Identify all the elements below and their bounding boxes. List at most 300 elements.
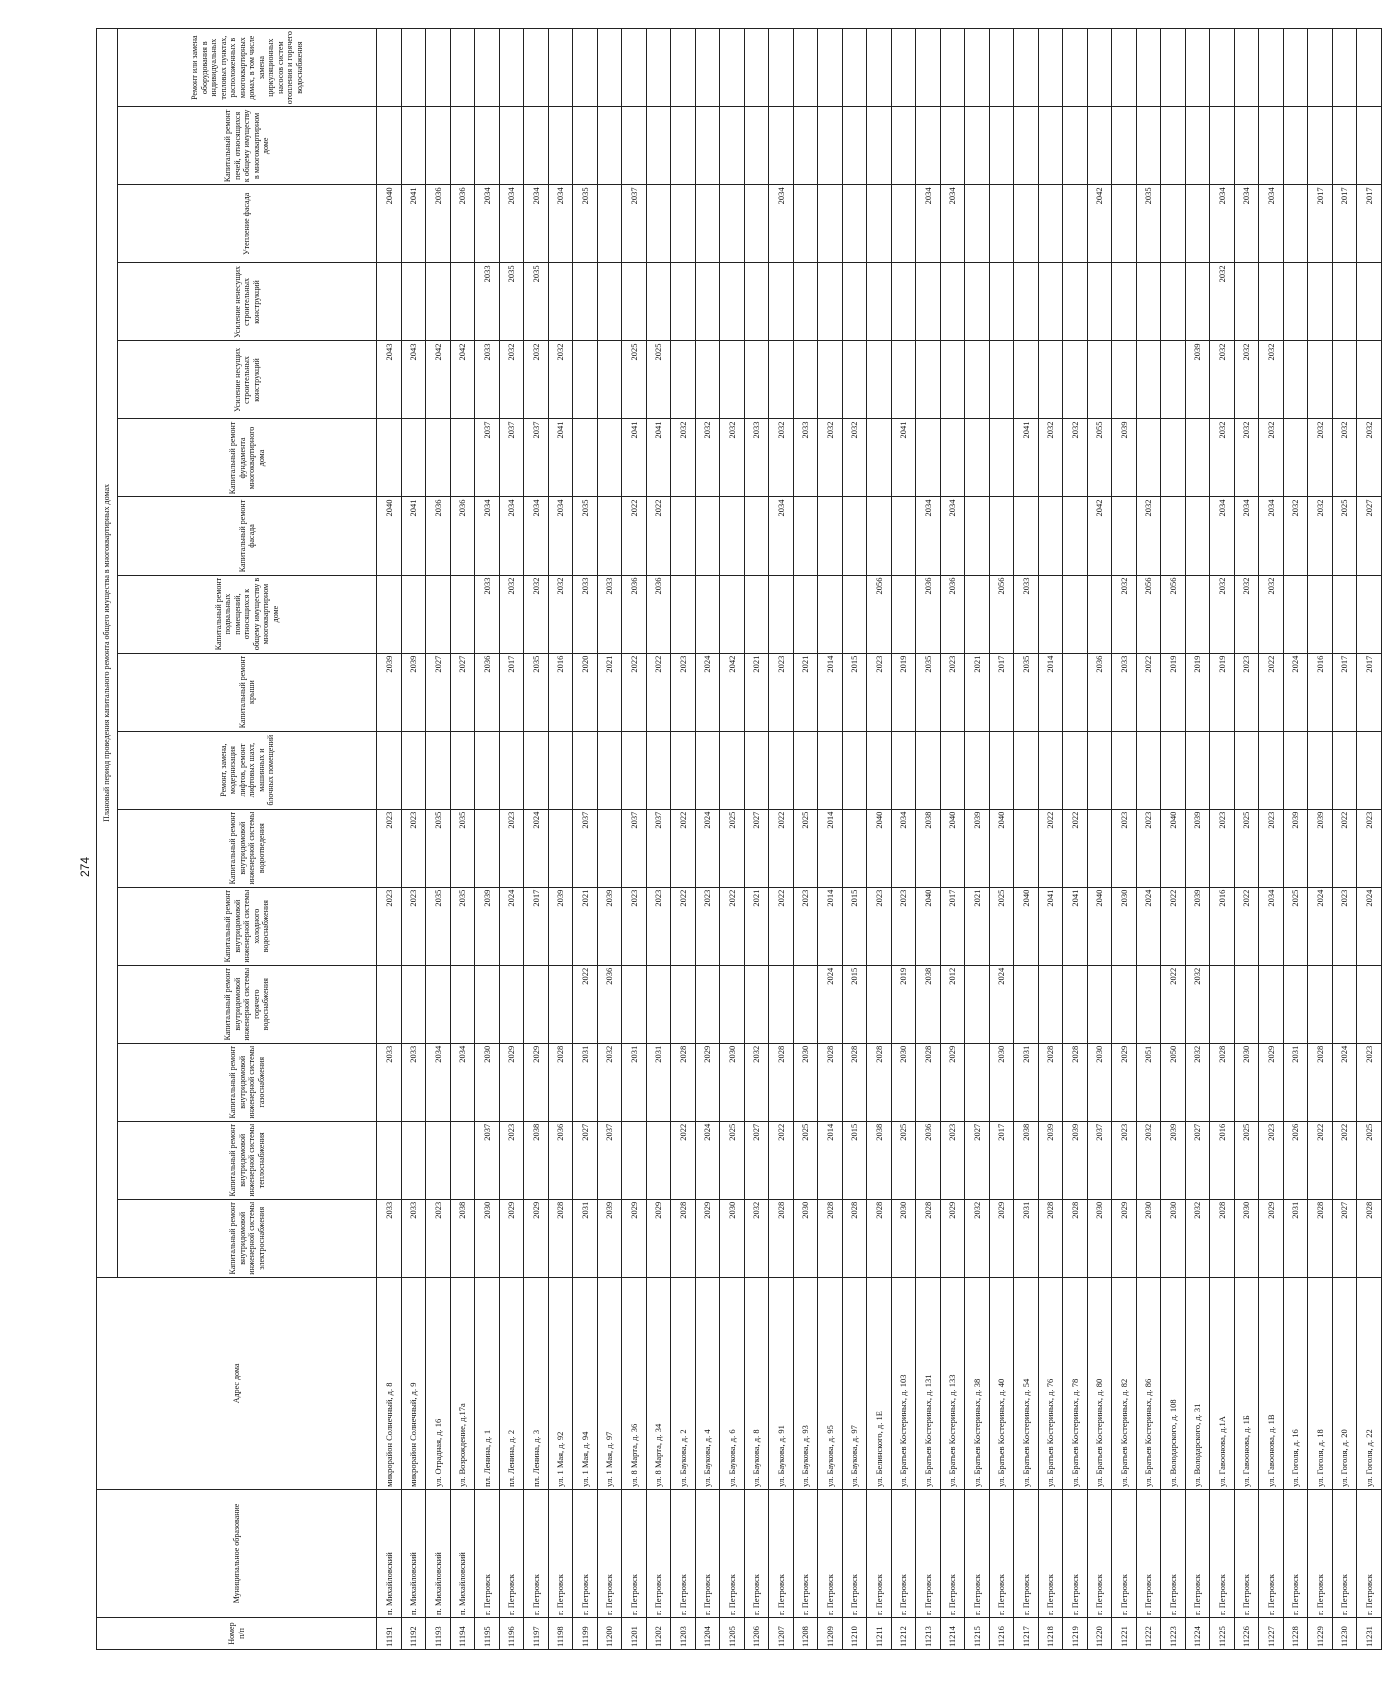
row-year-cell [499, 107, 524, 185]
row-year-cell [377, 107, 402, 185]
row-year-cell: 2033 [1112, 653, 1137, 731]
row-year-cell [891, 341, 916, 419]
row-year-cell [720, 731, 745, 809]
row-year-cell: 2032 [1210, 575, 1235, 653]
table-row [1161, 29, 1186, 1650]
row-year-cell [769, 341, 794, 419]
header-address: Адрес дома [97, 1277, 377, 1489]
row-year-cell: 2037 [1087, 1121, 1112, 1199]
header-work-8: Капитальный ремонт крыши [118, 653, 377, 731]
row-municipality: п. Михайловский [450, 1489, 475, 1617]
row-year-cell: 2023 [1259, 809, 1284, 887]
row-year-cell [1087, 263, 1112, 341]
row-year-cell [842, 731, 867, 809]
row-year-cell: 2024 [818, 965, 843, 1043]
row-year-cell: 2032 [1136, 1121, 1161, 1199]
row-year-cell: 2056 [1161, 575, 1186, 653]
row-year-cell [1161, 419, 1186, 497]
row-year-cell [646, 107, 671, 185]
row-year-cell [695, 107, 720, 185]
row-year-cell [891, 731, 916, 809]
row-year-cell [671, 965, 696, 1043]
row-year-cell: 2037 [573, 809, 598, 887]
row-year-cell [1136, 107, 1161, 185]
row-year-cell: 2028 [548, 1043, 573, 1121]
row-year-cell [965, 419, 990, 497]
row-year-cell [867, 107, 892, 185]
row-year-cell [1332, 575, 1357, 653]
row-year-cell [842, 341, 867, 419]
row-municipality: г. Петровск [744, 1489, 769, 1617]
row-year-cell: 2032 [1112, 575, 1137, 653]
row-year-cell [940, 731, 965, 809]
row-year-cell: 2017 [524, 887, 549, 965]
row-year-cell: 2037 [475, 1121, 500, 1199]
row-year-cell: 2027 [1332, 1199, 1357, 1277]
row-year-cell [720, 29, 745, 107]
row-year-cell [1161, 731, 1186, 809]
table-row [769, 29, 794, 1650]
row-year-cell: 2014 [818, 1121, 843, 1199]
row-number: 11213 [916, 1617, 941, 1649]
table-row [597, 29, 622, 1650]
row-year-cell [1161, 263, 1186, 341]
header-work-14: Утепление фасада [118, 185, 377, 263]
row-year-cell: 2023 [401, 809, 426, 887]
row-year-cell [1210, 107, 1235, 185]
row-year-cell [940, 263, 965, 341]
row-year-cell: 2041 [1038, 887, 1063, 965]
header-work-13: Усиление ненесущих строительных конструкций [118, 263, 377, 341]
row-year-cell [891, 497, 916, 575]
row-year-cell [1112, 107, 1137, 185]
row-year-cell: 2032 [1308, 419, 1333, 497]
row-municipality: г. Петровск [965, 1489, 990, 1617]
row-year-cell: 2032 [1234, 575, 1259, 653]
row-year-cell [426, 107, 451, 185]
row-year-cell [573, 341, 598, 419]
row-year-cell [1357, 731, 1382, 809]
row-year-cell: 2032 [1185, 1043, 1210, 1121]
row-year-cell: 2041 [401, 497, 426, 575]
row-number: 11230 [1332, 1617, 1357, 1649]
row-year-cell: 2034 [769, 185, 794, 263]
row-year-cell [1038, 965, 1063, 1043]
row-year-cell [597, 809, 622, 887]
row-year-cell [818, 263, 843, 341]
row-municipality: г. Петровск [597, 1489, 622, 1617]
row-year-cell [450, 731, 475, 809]
row-year-cell: 2035 [499, 263, 524, 341]
table-row [1332, 29, 1357, 1650]
header-work-4: Капитальный ремонт внутридомовой инженерной системы горячего водоснабжения [118, 965, 377, 1043]
row-year-cell [989, 419, 1014, 497]
row-year-cell: 2041 [1014, 419, 1039, 497]
row-year-cell [1259, 29, 1284, 107]
row-year-cell [793, 107, 818, 185]
row-year-cell [1332, 341, 1357, 419]
row-year-cell [1259, 731, 1284, 809]
row-year-cell [1332, 731, 1357, 809]
row-year-cell: 2017 [989, 1121, 1014, 1199]
row-address: ул. Братьев Костериных, д. 133 [940, 1277, 965, 1489]
row-year-cell: 2032 [1063, 419, 1088, 497]
row-year-cell [744, 497, 769, 575]
row-year-cell [695, 29, 720, 107]
table-row [622, 29, 647, 1650]
row-year-cell [818, 341, 843, 419]
row-municipality: г. Петровск [720, 1489, 745, 1617]
row-year-cell: 2043 [377, 341, 402, 419]
row-year-cell: 2014 [1038, 653, 1063, 731]
row-year-cell [1283, 341, 1308, 419]
row-number: 11203 [671, 1617, 696, 1649]
row-municipality: г. Петровск [524, 1489, 549, 1617]
table-row [867, 29, 892, 1650]
header-work-16: Ремонт или замена оборудования в индивидуальных тепловых пунктах, расположенных в многоквартирных домах, в том числе замена циркуляционных насосов систем отопления и горячего водоснабжения [118, 29, 377, 107]
row-year-cell [1332, 107, 1357, 185]
row-year-cell: 2021 [744, 887, 769, 965]
row-year-cell: 2033 [475, 575, 500, 653]
row-year-cell [1038, 497, 1063, 575]
table-row [426, 29, 451, 1650]
row-year-cell [426, 731, 451, 809]
row-year-cell: 2029 [695, 1043, 720, 1121]
row-year-cell: 2015 [842, 965, 867, 1043]
row-year-cell: 2034 [1210, 497, 1235, 575]
row-year-cell [1087, 341, 1112, 419]
row-year-cell [695, 263, 720, 341]
row-year-cell: 2027 [965, 1121, 990, 1199]
row-year-cell [916, 419, 941, 497]
row-year-cell [548, 29, 573, 107]
row-year-cell: 2027 [744, 1121, 769, 1199]
page-number: 274 [78, 856, 92, 878]
row-year-cell: 2022 [1063, 809, 1088, 887]
row-year-cell [940, 107, 965, 185]
row-year-cell: 2030 [1112, 887, 1137, 965]
row-year-cell: 2017 [989, 653, 1014, 731]
row-address: ул. Братьев Костериных, д. 76 [1038, 1277, 1063, 1489]
row-year-cell: 2033 [377, 1043, 402, 1121]
row-year-cell: 2022 [622, 497, 647, 575]
row-year-cell: 2024 [695, 1121, 720, 1199]
row-year-cell: 2034 [891, 809, 916, 887]
row-year-cell [1136, 263, 1161, 341]
row-year-cell: 2025 [1283, 887, 1308, 965]
row-year-cell: 2040 [1161, 809, 1186, 887]
row-year-cell: 2039 [377, 653, 402, 731]
row-year-cell [450, 419, 475, 497]
row-year-cell: 2028 [1308, 1199, 1333, 1277]
row-year-cell [1332, 263, 1357, 341]
row-year-cell [744, 731, 769, 809]
row-year-cell [1014, 497, 1039, 575]
row-municipality: г. Петровск [1283, 1489, 1308, 1617]
row-year-cell [793, 731, 818, 809]
row-year-cell: 2028 [769, 1199, 794, 1277]
row-year-cell [1357, 965, 1382, 1043]
row-year-cell [597, 263, 622, 341]
row-year-cell: 2028 [842, 1199, 867, 1277]
row-year-cell: 2016 [548, 653, 573, 731]
row-year-cell [1087, 731, 1112, 809]
row-year-cell: 2041 [548, 419, 573, 497]
row-year-cell: 2023 [793, 887, 818, 965]
row-year-cell: 2023 [377, 887, 402, 965]
row-year-cell: 2025 [793, 1121, 818, 1199]
row-year-cell [524, 965, 549, 1043]
row-year-cell: 2015 [842, 1121, 867, 1199]
header-planned-period: Плановый период проведения капитального ремонта общего имущества в многоквартирных домах [97, 29, 118, 1278]
row-year-cell: 2023 [1112, 809, 1137, 887]
row-year-cell: 2034 [1259, 887, 1284, 965]
table-row [646, 29, 671, 1650]
row-year-cell [867, 341, 892, 419]
row-year-cell [499, 29, 524, 107]
row-year-cell [622, 965, 647, 1043]
row-year-cell: 2034 [524, 185, 549, 263]
row-number: 11204 [695, 1617, 720, 1649]
row-year-cell: 2038 [916, 965, 941, 1043]
row-year-cell: 2039 [1185, 341, 1210, 419]
row-year-cell: 2015 [842, 653, 867, 731]
row-year-cell [597, 497, 622, 575]
row-year-cell: 2022 [646, 653, 671, 731]
row-year-cell: 2024 [1308, 887, 1333, 965]
row-year-cell [1308, 107, 1333, 185]
table-row [1185, 29, 1210, 1650]
row-year-cell: 2017 [940, 887, 965, 965]
row-municipality: г. Петровск [1161, 1489, 1186, 1617]
row-year-cell: 2019 [891, 653, 916, 731]
row-year-cell [1357, 29, 1382, 107]
row-year-cell: 2025 [646, 341, 671, 419]
row-year-cell: 2027 [1357, 497, 1382, 575]
row-municipality: г. Петровск [1357, 1489, 1382, 1617]
row-year-cell [1063, 731, 1088, 809]
row-year-cell: 2017 [499, 653, 524, 731]
row-year-cell [1283, 731, 1308, 809]
row-municipality: г. Петровск [671, 1489, 696, 1617]
row-year-cell: 2040 [377, 497, 402, 575]
row-year-cell: 2035 [426, 887, 451, 965]
row-year-cell [1014, 965, 1039, 1043]
row-year-cell [1283, 185, 1308, 263]
row-year-cell [1014, 809, 1039, 887]
row-year-cell: 2035 [524, 263, 549, 341]
row-year-cell: 2051 [1136, 1043, 1161, 1121]
row-year-cell [1332, 965, 1357, 1043]
row-year-cell: 2023 [867, 887, 892, 965]
row-year-cell [450, 965, 475, 1043]
header-work-15: Капитальный ремонт печей, относящихся к общему имуществу в многоквартирном доме [118, 107, 377, 185]
row-number: 11195 [475, 1617, 500, 1649]
row-year-cell: 2055 [1087, 419, 1112, 497]
row-year-cell [401, 575, 426, 653]
row-year-cell: 2031 [622, 1043, 647, 1121]
row-year-cell: 2031 [573, 1043, 598, 1121]
row-year-cell: 2028 [1357, 1199, 1382, 1277]
row-year-cell [646, 731, 671, 809]
row-year-cell: 2032 [818, 419, 843, 497]
row-municipality: г. Петровск [475, 1489, 500, 1617]
row-year-cell: 2030 [720, 1043, 745, 1121]
row-year-cell [989, 497, 1014, 575]
row-year-cell [867, 29, 892, 107]
row-year-cell: 2032 [744, 1043, 769, 1121]
row-year-cell: 2039 [1185, 809, 1210, 887]
row-year-cell: 2033 [597, 575, 622, 653]
row-number: 11194 [450, 1617, 475, 1649]
row-year-cell: 2025 [989, 887, 1014, 965]
row-year-cell: 2023 [769, 653, 794, 731]
row-number: 11198 [548, 1617, 573, 1649]
row-year-cell [1014, 29, 1039, 107]
table-header [97, 29, 377, 1650]
table-row [671, 29, 696, 1650]
row-year-cell: 2030 [989, 1043, 1014, 1121]
row-year-cell: 2056 [867, 575, 892, 653]
row-year-cell [1234, 107, 1259, 185]
row-year-cell [1038, 263, 1063, 341]
row-year-cell [744, 575, 769, 653]
table-row [1087, 29, 1112, 1650]
row-address: ул. Гоголя, д. 20 [1332, 1277, 1357, 1489]
row-year-cell: 2024 [1283, 653, 1308, 731]
row-year-cell [1161, 29, 1186, 107]
row-year-cell [940, 341, 965, 419]
row-year-cell [818, 185, 843, 263]
row-year-cell [548, 731, 573, 809]
row-year-cell: 2030 [475, 1199, 500, 1277]
row-number: 11219 [1063, 1617, 1088, 1649]
row-year-cell: 2028 [916, 1043, 941, 1121]
row-year-cell: 2014 [818, 653, 843, 731]
row-year-cell [377, 419, 402, 497]
row-year-cell: 2029 [1259, 1199, 1284, 1277]
row-year-cell: 2035 [916, 653, 941, 731]
table-row [1357, 29, 1382, 1650]
table-row [524, 29, 549, 1650]
row-number: 11197 [524, 1617, 549, 1649]
row-year-cell: 2033 [793, 419, 818, 497]
row-number: 11215 [965, 1617, 990, 1649]
row-year-cell: 2041 [622, 419, 647, 497]
row-municipality: г. Петровск [1136, 1489, 1161, 1617]
row-year-cell: 2023 [891, 887, 916, 965]
row-year-cell: 2021 [744, 653, 769, 731]
row-year-cell: 2039 [965, 809, 990, 887]
row-year-cell [989, 731, 1014, 809]
row-year-cell [524, 29, 549, 107]
row-year-cell: 2056 [1136, 575, 1161, 653]
row-year-cell: 2042 [720, 653, 745, 731]
row-year-cell [671, 497, 696, 575]
row-municipality: г. Петровск [940, 1489, 965, 1617]
row-year-cell: 2038 [1014, 1121, 1039, 1199]
row-year-cell: 2030 [1161, 1199, 1186, 1277]
row-year-cell: 2041 [891, 419, 916, 497]
row-year-cell [1136, 419, 1161, 497]
row-year-cell [426, 965, 451, 1043]
row-year-cell [1283, 29, 1308, 107]
table-row [548, 29, 573, 1650]
row-number: 11225 [1210, 1617, 1235, 1649]
row-year-cell [793, 185, 818, 263]
row-address: ул. Братьев Костериных, д. 38 [965, 1277, 990, 1489]
row-year-cell: 2032 [1038, 419, 1063, 497]
row-municipality: г. Петровск [1063, 1489, 1088, 1617]
row-number: 11206 [744, 1617, 769, 1649]
row-year-cell [842, 497, 867, 575]
row-municipality: п. Михайловский [426, 1489, 451, 1617]
row-year-cell: 2037 [622, 185, 647, 263]
row-year-cell: 2032 [1332, 419, 1357, 497]
row-year-cell: 2034 [1259, 185, 1284, 263]
row-address: ул. Братьев Костериных, д. 82 [1112, 1277, 1137, 1489]
row-year-cell: 2033 [475, 341, 500, 419]
row-year-cell: 2037 [646, 809, 671, 887]
row-year-cell: 2032 [695, 419, 720, 497]
row-year-cell: 2025 [1234, 1121, 1259, 1199]
row-year-cell: 2028 [671, 1199, 696, 1277]
row-address: ул. 8 Марта, д. 36 [622, 1277, 647, 1489]
row-year-cell [622, 1121, 647, 1199]
row-year-cell [450, 29, 475, 107]
row-number: 11199 [573, 1617, 598, 1649]
row-year-cell [1357, 263, 1382, 341]
row-address: ул. Братьев Костериных, д. 80 [1087, 1277, 1112, 1489]
row-year-cell [426, 263, 451, 341]
row-year-cell: 2039 [1308, 809, 1333, 887]
row-address: ул. 1 Мая, д. 92 [548, 1277, 573, 1489]
row-year-cell [1185, 263, 1210, 341]
row-address: ул. Возрождение, д.17а [450, 1277, 475, 1489]
row-year-cell: 2028 [842, 1043, 867, 1121]
row-year-cell [377, 1121, 402, 1199]
table-row [1038, 29, 1063, 1650]
row-year-cell [1185, 497, 1210, 575]
row-year-cell [1136, 29, 1161, 107]
row-year-cell [1283, 263, 1308, 341]
row-year-cell: 2041 [401, 185, 426, 263]
row-year-cell [744, 107, 769, 185]
row-year-cell [1357, 341, 1382, 419]
table-row [842, 29, 867, 1650]
row-year-cell [426, 575, 451, 653]
row-year-cell [793, 263, 818, 341]
row-year-cell: 2024 [1136, 887, 1161, 965]
row-year-cell: 2032 [1357, 419, 1382, 497]
row-year-cell [401, 107, 426, 185]
row-year-cell: 2025 [1332, 497, 1357, 575]
row-year-cell [1136, 731, 1161, 809]
row-year-cell [793, 29, 818, 107]
row-year-cell [573, 419, 598, 497]
row-year-cell: 2034 [450, 1043, 475, 1121]
row-year-cell [1185, 29, 1210, 107]
row-year-cell [450, 575, 475, 653]
row-year-cell [671, 263, 696, 341]
row-address: ул. Братьев Костериных, д. 103 [891, 1277, 916, 1489]
row-year-cell [769, 29, 794, 107]
row-address: ул. Гавоонова, д.1А [1210, 1277, 1235, 1489]
row-year-cell: 2023 [940, 1121, 965, 1199]
row-year-cell: 2030 [720, 1199, 745, 1277]
row-year-cell [597, 341, 622, 419]
row-address: ул. Баукова, д. 95 [818, 1277, 843, 1489]
